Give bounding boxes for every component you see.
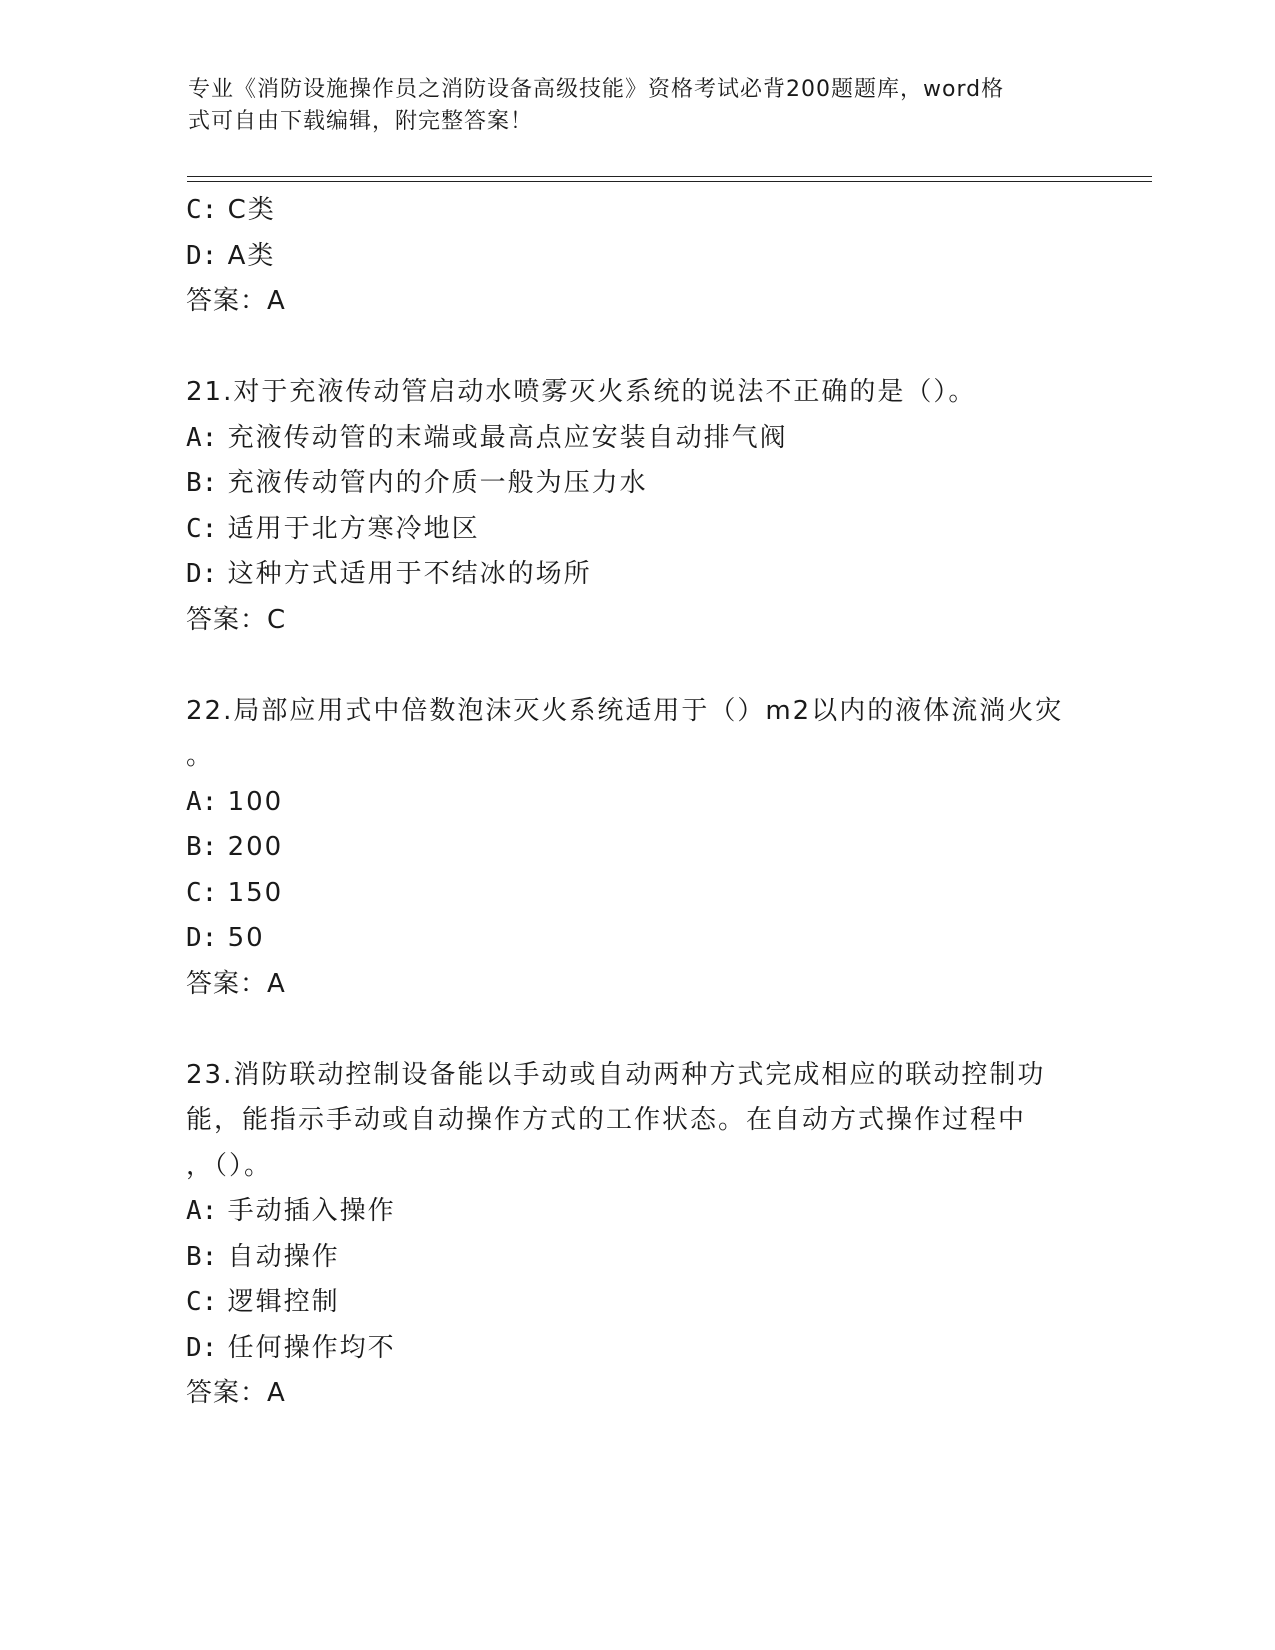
option-label: D: — [186, 240, 218, 271]
header-line-2: 式可自由下载编辑，附完整答案！ — [188, 109, 534, 134]
header-divider-top — [187, 176, 1152, 177]
option-label: B: — [186, 468, 218, 498]
question-block-22 — [186, 689, 1086, 1008]
option-label: D: — [186, 1332, 218, 1363]
option-text: 手动插入操作 — [227, 1196, 396, 1226]
option-d — [186, 1326, 1086, 1372]
question-stem-continued: ，（）。 — [186, 1150, 273, 1181]
option-b — [186, 825, 1086, 871]
option-c — [186, 507, 1086, 553]
option-a — [186, 416, 1086, 462]
question-stem: 22.局部应用式中倍数泡沫灭火系统适用于（）m2以内的液体流淌火灾 — [186, 695, 1064, 726]
option-text: 自动操作 — [227, 1241, 340, 1272]
option-d — [186, 234, 1086, 280]
answer-line: 答案：C — [186, 604, 287, 635]
option-text: A类 — [227, 240, 276, 271]
option-c — [186, 1280, 1086, 1326]
option-label: D: — [186, 923, 218, 953]
option-b — [186, 461, 1086, 507]
question-list — [186, 188, 1086, 1417]
option-label: C: — [186, 513, 218, 544]
option-b — [186, 1235, 1086, 1281]
option-label: C: — [186, 877, 218, 908]
option-text: 充液传动管内的介质一般为压力水 — [227, 468, 648, 498]
option-label: A: — [186, 786, 218, 817]
option-d — [186, 916, 1086, 962]
option-label: B: — [186, 1241, 218, 1272]
header-line-1: 专业《消防设施操作员之消防设备高级技能》资格考试必背200题题库，word格 — [188, 77, 1005, 102]
question-block-21 — [186, 370, 1086, 643]
option-text: 200 — [227, 832, 284, 862]
spacer — [186, 325, 1086, 371]
question-block-23 — [186, 1053, 1086, 1417]
spacer — [186, 643, 1086, 689]
document-header — [188, 74, 1068, 138]
option-label: C: — [186, 1287, 218, 1317]
option-text: 150 — [227, 877, 284, 908]
question-stem: 23.消防联动控制设备能以手动或自动两种方式完成相应的联动控制功 — [186, 1059, 1046, 1090]
option-label: B: — [186, 832, 218, 862]
option-text: 充液传动管的末端或最高点应安装自动排气阀 — [227, 422, 788, 453]
answer-line: 答案：A — [186, 968, 286, 999]
option-c — [186, 188, 1086, 234]
option-label: D: — [186, 559, 218, 589]
option-c — [186, 871, 1086, 917]
header-divider-bottom — [187, 181, 1152, 182]
answer-line: 答案：A — [186, 1378, 286, 1408]
option-text: 100 — [227, 786, 284, 817]
question-stem: 21.对于充液传动管启动水喷雾灭火系统的说法不正确的是（）。 — [186, 377, 977, 407]
option-text: 任何操作均不 — [227, 1332, 396, 1363]
option-text: 50 — [227, 923, 265, 953]
option-label: A: — [186, 1196, 218, 1226]
option-a — [186, 1189, 1086, 1235]
option-label: A: — [186, 422, 218, 453]
question-stem-continued: 。 — [186, 741, 215, 771]
option-text: 适用于北方寒冷地区 — [227, 513, 480, 544]
option-d — [186, 552, 1086, 598]
question-block-prev — [186, 188, 1086, 325]
option-text: 这种方式适用于不结冰的场所 — [227, 559, 592, 589]
option-a — [186, 780, 1086, 826]
answer-line: 答案：A — [186, 286, 286, 316]
spacer — [186, 1007, 1086, 1053]
option-text: 逻辑控制 — [227, 1287, 340, 1317]
option-text: C类 — [227, 195, 276, 225]
option-label: C: — [186, 195, 218, 225]
question-stem-continued: 能，能指示手动或自动操作方式的工作状态。在自动方式操作过程中 — [186, 1105, 1027, 1135]
